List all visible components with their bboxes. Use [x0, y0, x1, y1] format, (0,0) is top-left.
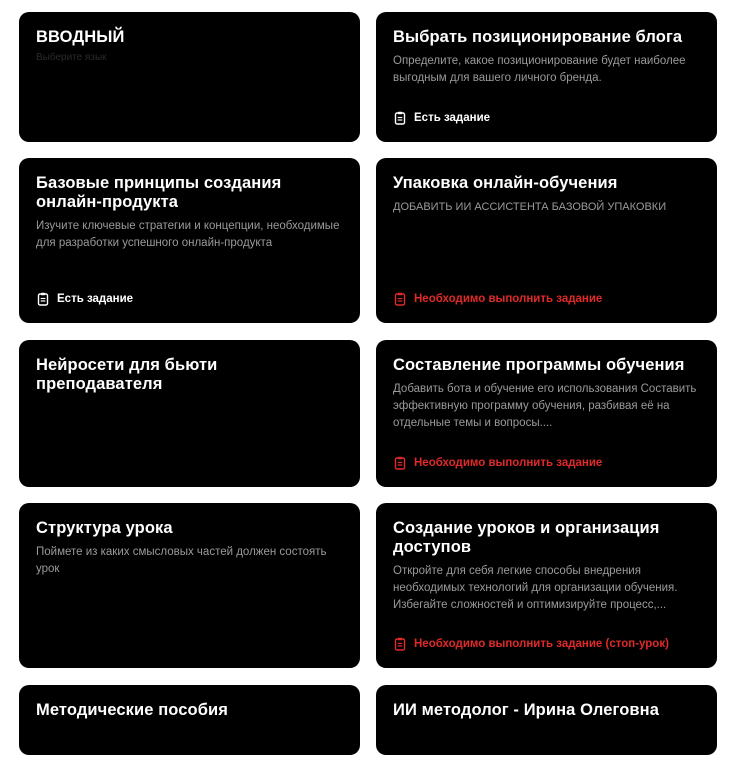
card-description: Поймете из каких смысловых частей должен состоять урок	[36, 546, 327, 575]
lesson-card-basic-principles[interactable]	[19, 158, 360, 323]
lesson-card-neural-networks[interactable]	[19, 340, 360, 487]
clipboard-icon	[393, 637, 407, 651]
clipboard-icon	[36, 292, 50, 306]
task-status	[393, 111, 490, 125]
card-title: Выбрать позиционирование блога	[393, 28, 683, 46]
card-title: Методические пособия	[36, 701, 228, 719]
lesson-card-intro[interactable]	[19, 12, 360, 142]
task-label: Необходимо выполнить задание	[414, 293, 603, 305]
lesson-card-creating-lessons[interactable]	[376, 503, 717, 668]
card-title: Нейросети для бьюти преподавателя	[36, 356, 218, 393]
lesson-card-lesson-structure[interactable]	[19, 503, 360, 668]
lesson-card-packaging[interactable]	[376, 158, 717, 323]
card-description: Добавить бота и обучение его использования Составить эффективную программу обучения, разбивая её на отдельные темы и вопросы....	[393, 383, 697, 429]
clipboard-icon	[393, 292, 407, 306]
card-title: Создание уроков и организация доступов	[393, 519, 660, 556]
lesson-card-program[interactable]	[376, 340, 717, 487]
card-description: Выберите язык	[36, 52, 107, 63]
task-label: Необходимо выполнить задание (стоп-урок)	[414, 638, 669, 650]
lesson-card-ai-methodologist[interactable]	[376, 685, 717, 755]
lesson-card-positioning[interactable]	[376, 12, 717, 142]
task-label: Необходимо выполнить задание	[414, 457, 603, 469]
task-label: Есть задание	[414, 112, 491, 124]
card-description: ДОБАВИТЬ ИИ АССИСТЕНТА БАЗОВОЙ УПАКОВКИ	[393, 201, 667, 213]
task-status	[393, 456, 602, 470]
card-title: Упаковка онлайн-обучения	[393, 174, 618, 192]
card-description: Изучите ключевые стратегии и концепции, необходимые для разработки успешного онлайн-продукта	[36, 220, 340, 249]
clipboard-icon	[393, 111, 407, 125]
lesson-card-methodical-manuals[interactable]	[19, 685, 360, 755]
task-status	[393, 637, 669, 651]
card-description: Определите, какое позиционирование будет наиболее выгодным для вашего личного бренда.	[393, 55, 686, 84]
card-title: Структура урока	[36, 519, 173, 537]
task-status	[36, 292, 133, 306]
card-title: ВВОДНЫЙ	[36, 28, 125, 46]
card-description: Откройте для себя легкие способы внедрения необходимых технологий для организации обучения. Избегайте сложностей и оптимизируйте процесс,...	[393, 565, 678, 611]
task-status	[393, 292, 602, 306]
card-title: Базовые принципы создания онлайн-продукта	[36, 174, 282, 211]
card-title: Составление программы обучения	[393, 356, 685, 374]
task-label: Есть задание	[57, 293, 134, 305]
clipboard-icon	[393, 456, 407, 470]
card-title: ИИ методолог - Ирина Олеговна	[393, 701, 659, 719]
